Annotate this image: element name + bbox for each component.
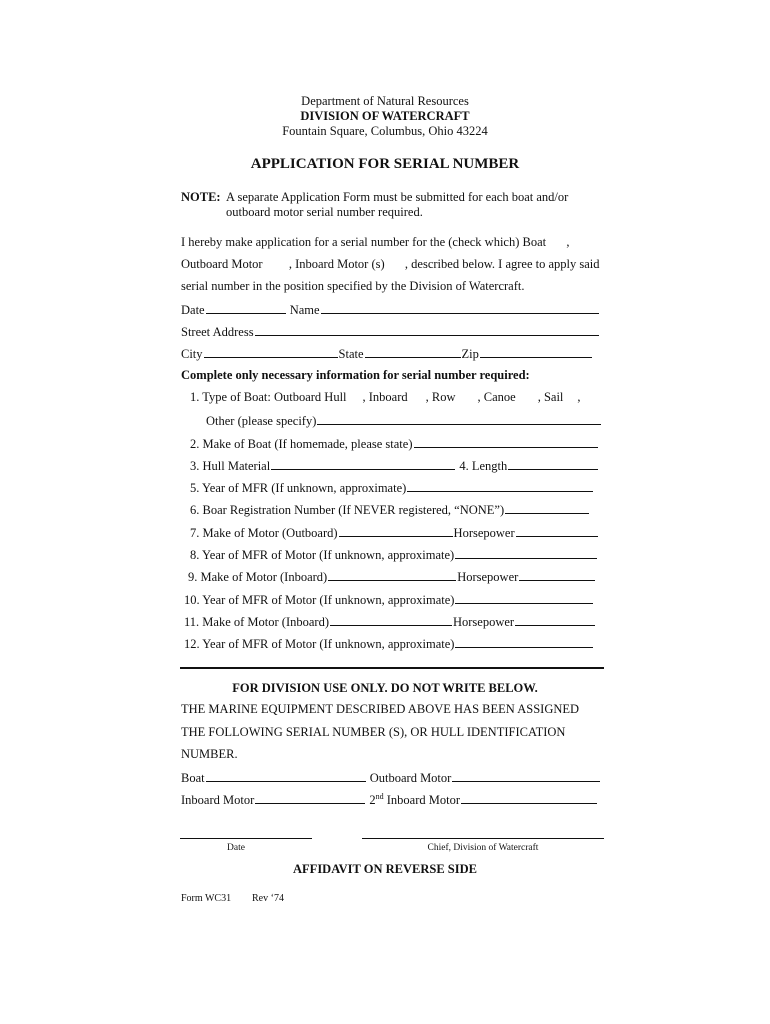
division-name: DIVISION OF WATERCRAFT bbox=[300, 109, 470, 123]
sail-comma: , bbox=[577, 390, 581, 404]
outboard-hull-option: 1. Type of Boat: Outboard Hull bbox=[190, 390, 347, 404]
boat-serial-field[interactable] bbox=[206, 769, 366, 782]
second-sup: nd bbox=[375, 791, 384, 801]
item-5-row bbox=[190, 479, 594, 496]
city-field[interactable] bbox=[204, 345, 338, 358]
second-num: 2 bbox=[369, 793, 376, 807]
hull-material-label: 3. Hull Material bbox=[190, 459, 271, 473]
state-field[interactable] bbox=[365, 345, 461, 358]
inboard-serial-field[interactable] bbox=[255, 791, 365, 804]
make-of-outboard-field[interactable] bbox=[339, 524, 453, 537]
division-use-line-1: THE MARINE EQUIPMENT DESCRIBED ABOVE HAS BEEN ASSIGNED bbox=[181, 702, 580, 716]
year-of-inboard-field[interactable] bbox=[455, 591, 593, 604]
revision: Rev ‘74 bbox=[252, 893, 284, 904]
intro-line-3: serial number in the position specified by the Division of Watercraft. bbox=[181, 279, 525, 293]
note-label: NOTE: bbox=[181, 190, 221, 204]
address: Fountain Square, Columbus, Ohio 43224 bbox=[282, 124, 488, 138]
boat-outboard-row bbox=[181, 769, 601, 786]
street-label: Street Address bbox=[181, 325, 254, 339]
inboard-2-horsepower-field[interactable] bbox=[515, 613, 595, 626]
registration-number-label: 6. Boar Registration Number (If NEVER registered, “NONE”) bbox=[190, 503, 505, 517]
make-of-outboard-label: 7. Make of Motor (Outboard) bbox=[190, 526, 338, 540]
make-of-inboard-label: 9. Make of Motor (Inboard) bbox=[188, 570, 328, 584]
length-field[interactable] bbox=[508, 457, 598, 470]
outboard-serial-label: Outboard Motor bbox=[369, 771, 452, 785]
chief-signature-line[interactable] bbox=[362, 838, 604, 839]
outboard-horsepower-field[interactable] bbox=[516, 524, 598, 537]
item-3-4-row bbox=[190, 457, 599, 474]
outboard-horsepower-label: Horsepower bbox=[453, 526, 515, 540]
make-of-boat-field[interactable] bbox=[414, 435, 598, 448]
division-use-line-3: NUMBER. bbox=[181, 747, 238, 761]
intro-line-1 bbox=[181, 235, 570, 250]
length-label: 4. Length bbox=[459, 459, 508, 473]
street-field[interactable] bbox=[255, 323, 599, 336]
second-inboard-label bbox=[369, 793, 460, 807]
make-of-inboard-2-label: 11. Make of Motor (Inboard) bbox=[184, 615, 329, 629]
inboard-motor-option: , Inboard Motor (s) bbox=[288, 257, 385, 271]
affidavit-note: AFFIDAVIT ON REVERSE SIDE bbox=[293, 862, 477, 876]
registration-number-field[interactable] bbox=[505, 501, 589, 514]
name-field[interactable] bbox=[321, 301, 599, 314]
note-line-1: A separate Application Form must be submitted for each boat and/or bbox=[226, 190, 569, 204]
item-9-row bbox=[188, 568, 596, 585]
item-8-row bbox=[190, 546, 598, 563]
inboard-2-horsepower-label: Horsepower bbox=[452, 615, 515, 629]
zip-field[interactable] bbox=[480, 345, 592, 358]
inboard-row bbox=[181, 791, 598, 808]
year-of-inboard-2-label: 12. Year of MFR of Motor (If unknown, approximate) bbox=[184, 637, 455, 651]
year-of-mfr-field[interactable] bbox=[407, 479, 593, 492]
item-6-row bbox=[190, 501, 590, 518]
chief-signature-label: Chief, Division of Watercraft bbox=[427, 843, 539, 853]
date-signature-label: Date bbox=[227, 843, 245, 853]
year-of-inboard-2-field[interactable] bbox=[455, 635, 593, 648]
complete-heading: Complete only necessary information for serial number required: bbox=[181, 368, 530, 382]
other-label: Other (please specify) bbox=[206, 414, 317, 428]
canoe-option: , Canoe bbox=[477, 390, 516, 404]
city-state-zip-row bbox=[181, 345, 593, 362]
item-1-type-of-boat bbox=[190, 390, 581, 405]
year-of-inboard-label: 10. Year of MFR of Motor (If unknown, approximate) bbox=[184, 593, 455, 607]
state-label: State bbox=[338, 347, 364, 361]
year-of-mfr-label: 5. Year of MFR (If unknown, approximate) bbox=[190, 481, 407, 495]
section-divider bbox=[180, 667, 604, 669]
intro-text: I hereby make application for a serial number for the (check which) Boat bbox=[181, 235, 547, 249]
form-number: Form WC31 bbox=[181, 893, 232, 904]
other-field[interactable] bbox=[317, 412, 601, 425]
department-name: Department of Natural Resources bbox=[301, 94, 469, 108]
inboard-option: , Inboard bbox=[362, 390, 408, 404]
city-label: City bbox=[181, 347, 203, 361]
street-row bbox=[181, 323, 600, 340]
date-field[interactable] bbox=[206, 301, 286, 314]
date-name-row bbox=[181, 301, 600, 318]
boat-serial-label: Boat bbox=[181, 771, 205, 785]
form-title: APPLICATION FOR SERIAL NUMBER bbox=[250, 156, 520, 172]
make-of-boat-label: 2. Make of Boat (If homemade, please state) bbox=[190, 437, 413, 451]
inboard-horsepower-label: Horsepower bbox=[457, 570, 519, 584]
hull-material-field[interactable] bbox=[271, 457, 455, 470]
item-2-row bbox=[190, 435, 599, 452]
year-of-outboard-field[interactable] bbox=[455, 546, 597, 559]
make-of-inboard-field[interactable] bbox=[328, 568, 456, 581]
item-11-row bbox=[184, 613, 596, 630]
inboard-serial-label: Inboard Motor bbox=[181, 793, 255, 807]
item-1-other-row bbox=[206, 412, 602, 429]
row-option: , Row bbox=[425, 390, 456, 404]
item-10-row bbox=[184, 591, 594, 608]
make-of-inboard-2-field[interactable] bbox=[330, 613, 452, 626]
second-rest: Inboard Motor bbox=[383, 793, 460, 807]
zip-label: Zip bbox=[461, 347, 479, 361]
intro-comma: , bbox=[566, 235, 570, 249]
division-use-heading: FOR DIVISION USE ONLY. DO NOT WRITE BELOW. bbox=[232, 681, 538, 695]
item-7-row bbox=[190, 524, 599, 541]
year-of-outboard-label: 8. Year of MFR of Motor (If unknown, approximate) bbox=[190, 548, 455, 562]
date-label: Date bbox=[181, 303, 205, 317]
intro-line-2 bbox=[181, 257, 600, 272]
sail-option: , Sail bbox=[537, 390, 564, 404]
division-use-line-2: THE FOLLOWING SERIAL NUMBER (S), OR HULL IDENTIFICATION bbox=[181, 725, 566, 739]
inboard-horsepower-field[interactable] bbox=[519, 568, 595, 581]
second-inboard-serial-field[interactable] bbox=[461, 791, 597, 804]
outboard-serial-field[interactable] bbox=[452, 769, 600, 782]
item-12-row bbox=[184, 635, 594, 652]
intro-agree-text: , described below. I agree to apply said bbox=[404, 257, 600, 271]
outboard-motor-option: Outboard Motor bbox=[181, 257, 263, 271]
name-label: Name bbox=[289, 303, 320, 317]
date-signature-line[interactable] bbox=[180, 838, 312, 839]
note-line-2: outboard motor serial number required. bbox=[226, 205, 423, 219]
